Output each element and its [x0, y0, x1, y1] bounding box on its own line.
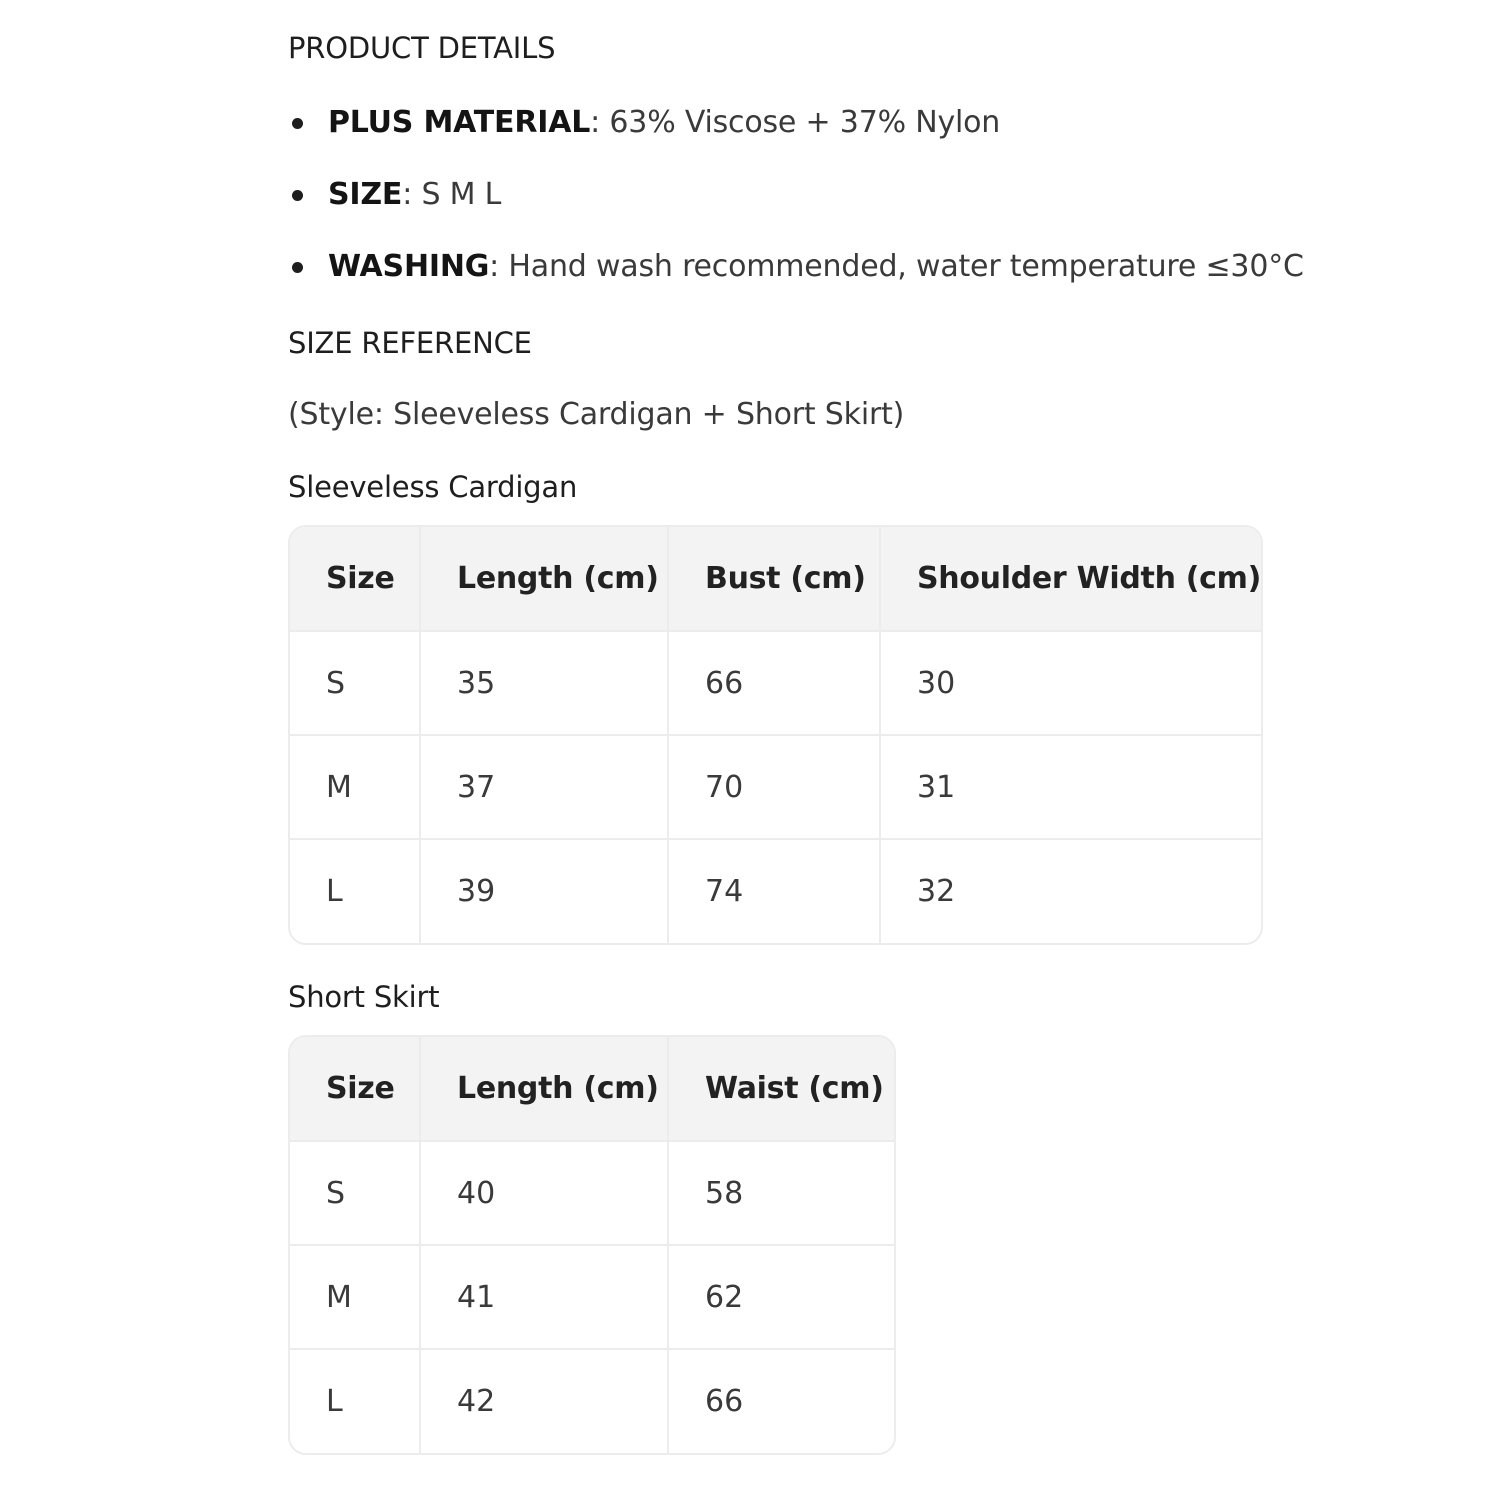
column-header: Length (cm)	[420, 1037, 668, 1141]
table-cell: S	[290, 1141, 420, 1245]
detail-value: S M L	[412, 177, 502, 212]
table-cell: 42	[420, 1349, 668, 1453]
column-header: Bust (cm)	[668, 527, 880, 631]
table-header-row	[290, 1037, 894, 1141]
bullet-icon	[292, 190, 303, 201]
table-cell: 32	[917, 874, 956, 909]
table-cell: M	[290, 1245, 420, 1349]
column-header: Size	[290, 527, 420, 631]
skirt-heading: Short Skirt	[288, 980, 440, 1014]
table-cell: 31	[880, 735, 1261, 839]
column-header: Shoulder Width (cm)	[880, 527, 1261, 631]
bullet-icon	[292, 118, 303, 129]
table-cell: 40	[420, 1141, 668, 1245]
detail-value: Hand wash recommended, water temperature ≤30°C	[499, 249, 1304, 284]
size-reference-heading: SIZE REFERENCE	[288, 326, 532, 360]
table-cell: 62	[668, 1245, 894, 1349]
column-header: Waist (cm)	[668, 1037, 894, 1141]
table-cell: 41	[420, 1245, 668, 1349]
table-cell: L	[290, 1349, 420, 1453]
table-cell: L	[290, 839, 420, 943]
table-cell: 35	[420, 631, 668, 735]
table-row	[290, 631, 1261, 735]
table-cell: 30	[880, 631, 1261, 735]
detail-separator: :	[489, 249, 500, 284]
detail-item-washing	[288, 249, 1304, 285]
detail-item-material	[288, 105, 1268, 141]
detail-separator: :	[590, 105, 601, 140]
detail-label: PLUS MATERIAL	[328, 105, 591, 140]
detail-label: SIZE	[328, 177, 403, 212]
table-row	[290, 1349, 894, 1453]
table-cell: 66	[705, 1384, 744, 1419]
column-header: Size	[290, 1037, 420, 1141]
cardigan-size-table	[288, 525, 1263, 945]
table-cell: 74	[668, 839, 880, 943]
table-row	[290, 735, 1261, 839]
table-header-row	[290, 527, 1261, 631]
table-cell: 66	[668, 631, 880, 735]
table-row	[290, 839, 1261, 943]
table-row	[290, 1141, 894, 1245]
table-cell: 37	[420, 735, 668, 839]
skirt-size-table	[288, 1035, 896, 1455]
cardigan-heading: Sleeveless Cardigan	[288, 470, 578, 504]
detail-value: 63% Viscose + 37% Nylon	[600, 105, 1001, 140]
product-details-list	[288, 105, 1304, 285]
table-cell: 39	[420, 839, 668, 943]
column-header: Length (cm)	[420, 527, 668, 631]
table-cell: 58	[668, 1141, 894, 1245]
table-cell: 70	[668, 735, 880, 839]
table-cell: M	[290, 735, 420, 839]
style-note: (Style: Sleeveless Cardigan + Short Skirt)	[288, 397, 905, 432]
detail-separator: :	[402, 177, 413, 212]
detail-item-size	[288, 177, 1268, 213]
detail-label: WASHING	[328, 249, 490, 284]
product-description	[288, 30, 1304, 1459]
table-cell: S	[290, 631, 420, 735]
table-row	[290, 1245, 894, 1349]
bullet-icon	[292, 262, 303, 273]
product-details-heading: PRODUCT DETAILS	[288, 31, 556, 65]
